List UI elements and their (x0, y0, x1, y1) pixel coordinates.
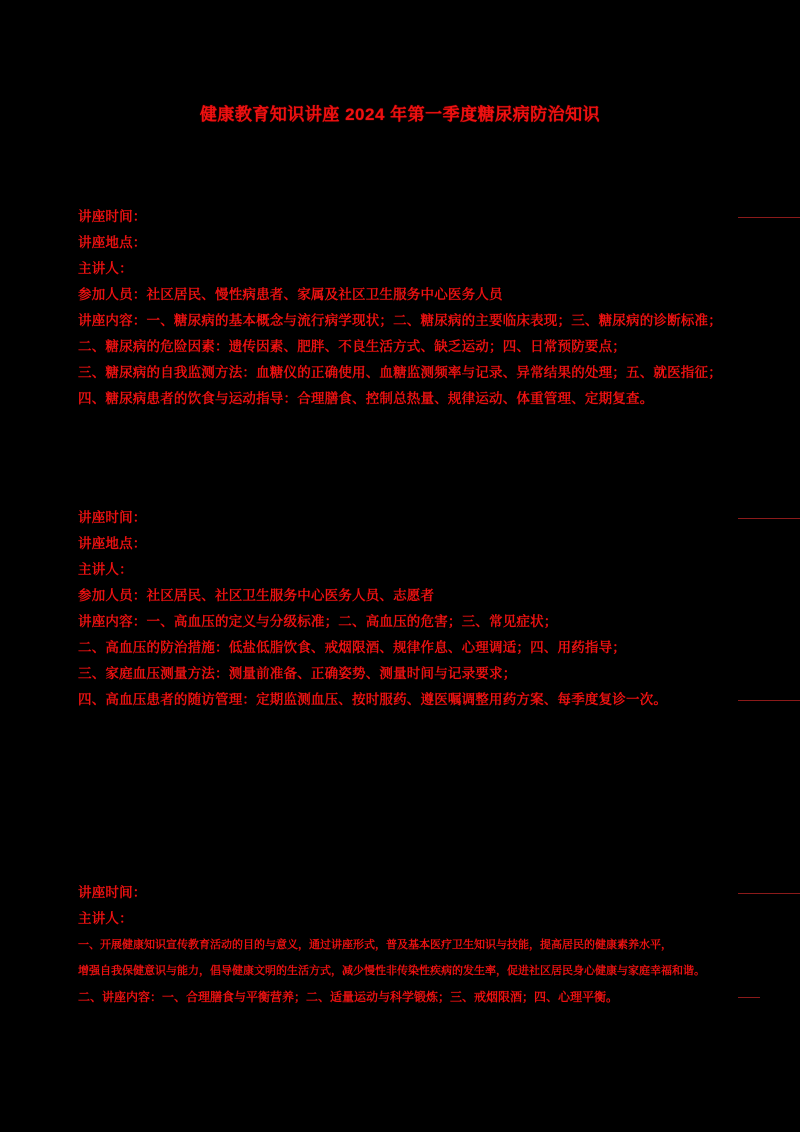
document-line: 参加人员：社区居民、社区卫生服务中心医务人员、志愿者 (78, 588, 435, 603)
document-line: 增强自我保健意识与能力，倡导健康文明的生活方式，减少慢性非传染性疾病的发生率，促进社区居民身心健康与家庭幸福和谐。 (78, 965, 705, 977)
document-line: 讲座地点： (78, 235, 147, 250)
document-line: 讲座时间： (78, 204, 738, 230)
document-line: 三、家庭血压测量方法：测量前准备、正确姿势、测量时间与记录要求； (78, 666, 517, 681)
document-line: 主讲人： (78, 911, 133, 926)
document-line: 讲座地点： (78, 536, 147, 551)
document-line: 四、高血压患者的随访管理：定期监测血压、按时服药、遵医嘱调整用药方案、每季度复诊一次。 (78, 687, 738, 713)
document-line: 讲座内容：一、高血压的定义与分级标准；二、高血压的危害；三、常见症状； (78, 614, 558, 629)
document-line: 讲座时间： (78, 880, 738, 906)
document-line: 主讲人： (78, 261, 133, 276)
document-line: 一、开展健康知识宣传教育活动的目的与意义，通过讲座形式，普及基本医疗卫生知识与技能，提高居民的健康素养水平， (78, 939, 672, 951)
document-line: 四、糖尿病患者的饮食与运动指导：合理膳食、控制总热量、规律运动、体重管理、定期复查。 (78, 391, 654, 406)
document-line: 三、糖尿病的自我监测方法：血糖仪的正确使用、血糖监测频率与记录、异常结果的处理；五、就医指征； (78, 365, 722, 380)
document-line: 讲座时间： (78, 505, 738, 531)
document-line: 二、糖尿病的危险因素：遗传因素、肥胖、不良生活方式、缺乏运动；四、日常预防要点； (78, 339, 626, 354)
document-line: 主讲人： (78, 562, 133, 577)
section-block-3 (78, 880, 738, 1010)
document-line: 二、讲座内容：一、合理膳食与平衡营养；二、适量运动与科学锻炼；三、戒烟限酒；四、心理平衡。 (78, 984, 738, 1010)
section-block-2 (78, 505, 738, 713)
document-line: 二、高血压的防治措施：低盐低脂饮食、戒烟限酒、规律作息、心理调适；四、用药指导； (78, 640, 626, 655)
page-title: 健康教育知识讲座 2024 年第一季度糖尿病防治知识 (199, 105, 601, 124)
document-line: 参加人员：社区居民、慢性病患者、家属及社区卫生服务中心医务人员 (78, 287, 503, 302)
section-block-1 (78, 204, 738, 412)
document-line: 讲座内容：一、糖尿病的基本概念与流行病学现状；二、糖尿病的主要临床表现；三、糖尿病的诊断标准； (78, 313, 722, 328)
